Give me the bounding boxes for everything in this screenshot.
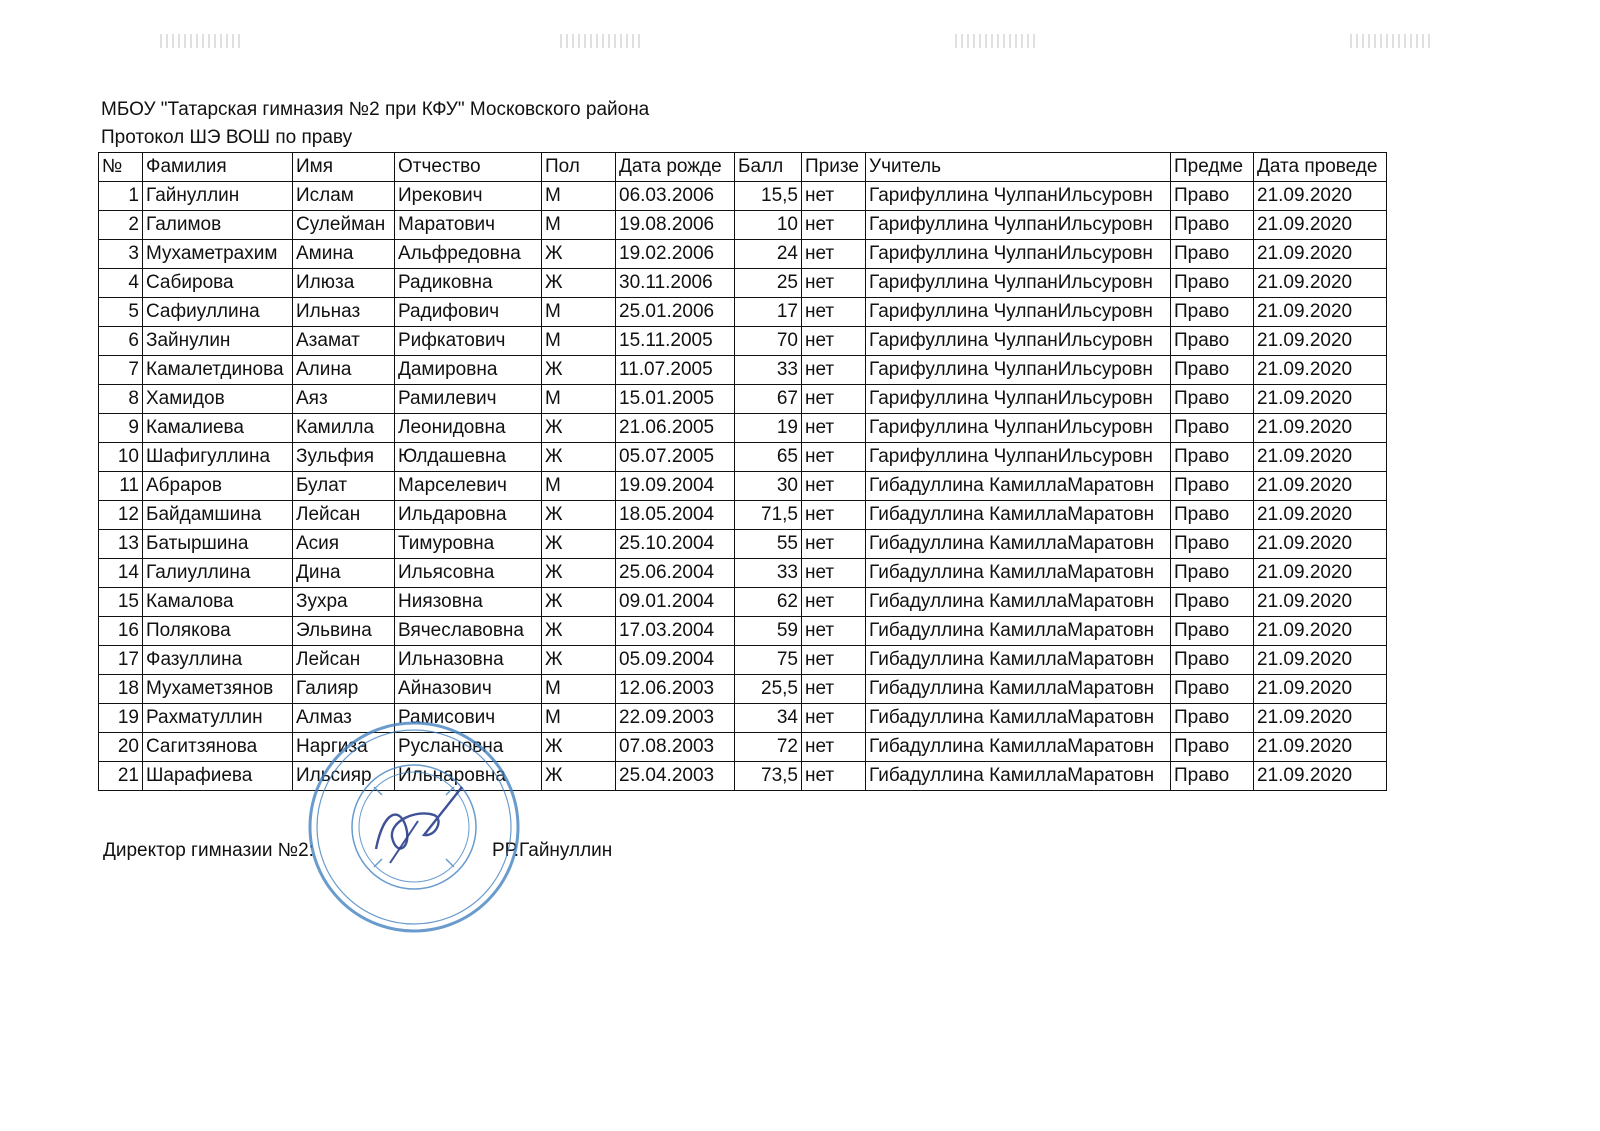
table-header-row xyxy=(99,153,1387,182)
table-cell: Право xyxy=(1171,240,1254,269)
table-cell: Гарифуллина ЧулпанИльсуровн xyxy=(866,356,1171,385)
table-row xyxy=(99,675,1387,704)
table-cell: Право xyxy=(1171,704,1254,733)
table-cell: 65 xyxy=(735,443,802,472)
table-cell: Гарифуллина ЧулпанИльсуровн xyxy=(866,443,1171,472)
table-cell: Гибадуллина КамиллаМаратовн xyxy=(866,588,1171,617)
table-cell: Рахматуллин xyxy=(143,704,293,733)
protocol-title: Протокол ШЭ ВОШ по праву xyxy=(101,127,353,148)
table-cell: М xyxy=(542,385,616,414)
table-cell: Камалова xyxy=(143,588,293,617)
table-cell: Лейсан xyxy=(293,646,395,675)
table-cell: 55 xyxy=(735,530,802,559)
table-cell: 15.11.2005 xyxy=(616,327,735,356)
table-cell: Шафигуллина xyxy=(143,443,293,472)
table-cell: 21.09.2020 xyxy=(1254,443,1387,472)
column-header: Предме xyxy=(1171,153,1254,182)
table-cell: Право xyxy=(1171,269,1254,298)
table-cell: Камалиева xyxy=(143,414,293,443)
table-cell: Гарифуллина ЧулпанИльсуровн xyxy=(866,385,1171,414)
table-row xyxy=(99,211,1387,240)
table-cell: Ж xyxy=(542,356,616,385)
table-cell: Право xyxy=(1171,762,1254,791)
table-cell: Гибадуллина КамиллаМаратовн xyxy=(866,704,1171,733)
table-cell: Право xyxy=(1171,298,1254,327)
table-cell: Гарифуллина ЧулпанИльсуровн xyxy=(866,240,1171,269)
table-cell: Шарафиева xyxy=(143,762,293,791)
table-cell: 3 xyxy=(99,240,143,269)
table-cell: Альфредовна xyxy=(395,240,542,269)
table-cell: 59 xyxy=(735,617,802,646)
table-cell: Гибадуллина КамиллаМаратовн xyxy=(866,501,1171,530)
table-cell: Гарифуллина ЧулпанИльсуровн xyxy=(866,182,1171,211)
table-cell: Камилла xyxy=(293,414,395,443)
table-cell: нет xyxy=(802,733,866,762)
table-cell: 2 xyxy=(99,211,143,240)
table-cell: Ильнаровна xyxy=(395,762,542,791)
table-cell: 73,5 xyxy=(735,762,802,791)
table-cell: Фазуллина xyxy=(143,646,293,675)
table-cell: Алмаз xyxy=(293,704,395,733)
table-cell: Булат xyxy=(293,472,395,501)
table-cell: Леонидовна xyxy=(395,414,542,443)
table-cell: 21.09.2020 xyxy=(1254,472,1387,501)
table-cell: Гарифуллина ЧулпанИльсуровн xyxy=(866,298,1171,327)
column-header: Призе xyxy=(802,153,866,182)
table-cell: Азамат xyxy=(293,327,395,356)
table-cell: нет xyxy=(802,617,866,646)
table-cell: Дамировна xyxy=(395,356,542,385)
table-cell: Ж xyxy=(542,240,616,269)
table-cell: Аяз xyxy=(293,385,395,414)
table-cell: 21.09.2020 xyxy=(1254,588,1387,617)
table-cell: Асия xyxy=(293,530,395,559)
table-cell: нет xyxy=(802,762,866,791)
table-cell: 24 xyxy=(735,240,802,269)
table-cell: 67 xyxy=(735,385,802,414)
table-cell: Сабирова xyxy=(143,269,293,298)
table-cell: Гарифуллина ЧулпанИльсуровн xyxy=(866,269,1171,298)
organization-name: МБОУ "Татарская гимназия №2 при КФУ" Московского района xyxy=(101,99,650,120)
table-cell: Ильназовна xyxy=(395,646,542,675)
table-cell: 21 xyxy=(99,762,143,791)
table-cell: Айназович xyxy=(395,675,542,704)
table-cell: нет xyxy=(802,240,866,269)
table-cell: 12 xyxy=(99,501,143,530)
table-cell: 19 xyxy=(735,414,802,443)
table-cell: Вячеславовна xyxy=(395,617,542,646)
official-stamp xyxy=(304,717,524,937)
table-cell: нет xyxy=(802,472,866,501)
table-cell: нет xyxy=(802,298,866,327)
table-cell: 11.07.2005 xyxy=(616,356,735,385)
table-cell: Право xyxy=(1171,327,1254,356)
table-cell: 15,5 xyxy=(735,182,802,211)
table-cell: нет xyxy=(802,704,866,733)
table-cell: Право xyxy=(1171,501,1254,530)
table-cell: Галимов xyxy=(143,211,293,240)
table-cell: Ильназ xyxy=(293,298,395,327)
table-cell: Ж xyxy=(542,646,616,675)
table-cell: Мухаметзянов xyxy=(143,675,293,704)
table-cell: 21.09.2020 xyxy=(1254,704,1387,733)
table-cell: Право xyxy=(1171,530,1254,559)
table-row xyxy=(99,733,1387,762)
table-cell: 9 xyxy=(99,414,143,443)
table-row xyxy=(99,588,1387,617)
table-cell: Право xyxy=(1171,559,1254,588)
table-cell: М xyxy=(542,327,616,356)
table-cell: 19.09.2004 xyxy=(616,472,735,501)
table-row xyxy=(99,501,1387,530)
table-cell: Право xyxy=(1171,211,1254,240)
table-row xyxy=(99,240,1387,269)
table-cell: Ж xyxy=(542,617,616,646)
table-cell: Ж xyxy=(542,733,616,762)
table-cell: Эльвина xyxy=(293,617,395,646)
table-row xyxy=(99,530,1387,559)
column-header: Фамилия xyxy=(143,153,293,182)
table-cell: 17 xyxy=(735,298,802,327)
table-cell: 70 xyxy=(735,327,802,356)
table-cell: Радифович xyxy=(395,298,542,327)
table-cell: 21.09.2020 xyxy=(1254,501,1387,530)
table-cell: 8 xyxy=(99,385,143,414)
table-cell: Зухра xyxy=(293,588,395,617)
table-cell: М xyxy=(542,298,616,327)
table-cell: Ислам xyxy=(293,182,395,211)
table-cell: Алина xyxy=(293,356,395,385)
table-cell: Ж xyxy=(542,443,616,472)
table-cell: Байдамшина xyxy=(143,501,293,530)
table-cell: Зульфия xyxy=(293,443,395,472)
table-cell: 33 xyxy=(735,559,802,588)
column-header: Учитель xyxy=(866,153,1171,182)
table-row xyxy=(99,472,1387,501)
table-cell: Право xyxy=(1171,385,1254,414)
table-cell: Гибадуллина КамиллаМаратовн xyxy=(866,675,1171,704)
column-header: Имя xyxy=(293,153,395,182)
table-cell: Галияр xyxy=(293,675,395,704)
table-cell: Илюза xyxy=(293,269,395,298)
table-cell: 25.04.2003 xyxy=(616,762,735,791)
table-cell: 62 xyxy=(735,588,802,617)
table-cell: 11 xyxy=(99,472,143,501)
table-body xyxy=(99,182,1387,791)
table-row xyxy=(99,385,1387,414)
table-cell: Лейсан xyxy=(293,501,395,530)
table-cell: Ильсияр xyxy=(293,762,395,791)
table-cell: Ж xyxy=(542,588,616,617)
column-header: Пол xyxy=(542,153,616,182)
table-cell: 21.09.2020 xyxy=(1254,269,1387,298)
table-row xyxy=(99,269,1387,298)
table-cell: Дина xyxy=(293,559,395,588)
table-cell: 18.05.2004 xyxy=(616,501,735,530)
table-cell: Гибадуллина КамиллаМаратовн xyxy=(866,733,1171,762)
table-cell: Галиуллина xyxy=(143,559,293,588)
table-cell: Ж xyxy=(542,559,616,588)
table-cell: Полякова xyxy=(143,617,293,646)
table-row xyxy=(99,762,1387,791)
table-cell: 09.01.2004 xyxy=(616,588,735,617)
table-cell: 21.09.2020 xyxy=(1254,646,1387,675)
table-cell: 05.07.2005 xyxy=(616,443,735,472)
table-cell: нет xyxy=(802,414,866,443)
table-cell: Тимуровна xyxy=(395,530,542,559)
table-cell: Гарифуллина ЧулпанИльсуровн xyxy=(866,211,1171,240)
protocol-table xyxy=(98,152,1387,791)
table-cell: 20 xyxy=(99,733,143,762)
table-cell: 25.10.2004 xyxy=(616,530,735,559)
table-cell: Батыршина xyxy=(143,530,293,559)
table-cell: 21.09.2020 xyxy=(1254,211,1387,240)
table-row xyxy=(99,356,1387,385)
table-cell: 25.01.2006 xyxy=(616,298,735,327)
table-cell: М xyxy=(542,675,616,704)
table-cell: Ильдаровна xyxy=(395,501,542,530)
table-cell: Гарифуллина ЧулпанИльсуровн xyxy=(866,327,1171,356)
table-cell: нет xyxy=(802,385,866,414)
table-cell: 1 xyxy=(99,182,143,211)
table-cell: 33 xyxy=(735,356,802,385)
table-cell: Право xyxy=(1171,646,1254,675)
table-row xyxy=(99,443,1387,472)
table-cell: Ирекович xyxy=(395,182,542,211)
table-cell: 4 xyxy=(99,269,143,298)
table-cell: М xyxy=(542,704,616,733)
table-cell: М xyxy=(542,211,616,240)
table-cell: нет xyxy=(802,211,866,240)
table-cell: Мухаметрахим xyxy=(143,240,293,269)
table-cell: 21.09.2020 xyxy=(1254,762,1387,791)
table-cell: Абраров xyxy=(143,472,293,501)
table-cell: 21.09.2020 xyxy=(1254,356,1387,385)
table-cell: Ильясовна xyxy=(395,559,542,588)
table-cell: Право xyxy=(1171,472,1254,501)
table-cell: 16 xyxy=(99,617,143,646)
table-cell: 30 xyxy=(735,472,802,501)
table-cell: 14 xyxy=(99,559,143,588)
document-header xyxy=(101,96,649,152)
table-cell: Право xyxy=(1171,617,1254,646)
table-row xyxy=(99,646,1387,675)
table-row xyxy=(99,617,1387,646)
table-row xyxy=(99,559,1387,588)
table-cell: 21.09.2020 xyxy=(1254,182,1387,211)
table-cell: 21.09.2020 xyxy=(1254,530,1387,559)
table-row xyxy=(99,298,1387,327)
table-cell: Ж xyxy=(542,414,616,443)
table-cell: нет xyxy=(802,327,866,356)
table-cell: 12.06.2003 xyxy=(616,675,735,704)
signature-block xyxy=(103,840,613,862)
table-cell: Ж xyxy=(542,762,616,791)
table-cell: 06.03.2006 xyxy=(616,182,735,211)
table-cell: Гайнуллин xyxy=(143,182,293,211)
table-cell: Сулейман xyxy=(293,211,395,240)
column-header: Отчество xyxy=(395,153,542,182)
column-header: Дата проведе xyxy=(1254,153,1387,182)
table-cell: 25 xyxy=(735,269,802,298)
table-cell: Марселевич xyxy=(395,472,542,501)
table-row xyxy=(99,414,1387,443)
table-cell: Право xyxy=(1171,733,1254,762)
table-cell: нет xyxy=(802,559,866,588)
table-cell: Радиковна xyxy=(395,269,542,298)
table-cell: 25.06.2004 xyxy=(616,559,735,588)
table-cell: 25,5 xyxy=(735,675,802,704)
table-row xyxy=(99,182,1387,211)
table-cell: 13 xyxy=(99,530,143,559)
table-cell: Хамидов xyxy=(143,385,293,414)
table-cell: нет xyxy=(802,646,866,675)
table-cell: 19 xyxy=(99,704,143,733)
table-cell: Гибадуллина КамиллаМаратовн xyxy=(866,646,1171,675)
table-cell: 34 xyxy=(735,704,802,733)
table-cell: Право xyxy=(1171,356,1254,385)
table-cell: 10 xyxy=(99,443,143,472)
table-cell: Рамилевич xyxy=(395,385,542,414)
scan-artifacts xyxy=(0,24,1600,54)
table-cell: Зайнулин xyxy=(143,327,293,356)
table-cell: 19.02.2006 xyxy=(616,240,735,269)
table-cell: 72 xyxy=(735,733,802,762)
table-cell: Ж xyxy=(542,501,616,530)
table-cell: Ниязовна xyxy=(395,588,542,617)
table-cell: 10 xyxy=(735,211,802,240)
table-cell: Рамисович xyxy=(395,704,542,733)
table-cell: нет xyxy=(802,530,866,559)
table-cell: 21.09.2020 xyxy=(1254,327,1387,356)
table-cell: Право xyxy=(1171,182,1254,211)
table-row xyxy=(99,327,1387,356)
table-cell: М xyxy=(542,182,616,211)
table-cell: нет xyxy=(802,443,866,472)
table-cell: нет xyxy=(802,675,866,704)
column-header: Дата рожде xyxy=(616,153,735,182)
director-name: РР.Гайнуллин xyxy=(492,840,613,861)
table-cell: 5 xyxy=(99,298,143,327)
table-cell: нет xyxy=(802,269,866,298)
table-cell: Амина xyxy=(293,240,395,269)
table-cell: Право xyxy=(1171,443,1254,472)
table-cell: Гарифуллина ЧулпанИльсуровн xyxy=(866,414,1171,443)
table-cell: Гибадуллина КамиллаМаратовн xyxy=(866,617,1171,646)
table-cell: 7 xyxy=(99,356,143,385)
table-cell: 30.11.2006 xyxy=(616,269,735,298)
table-cell: 05.09.2004 xyxy=(616,646,735,675)
table-cell: Гибадуллина КамиллаМаратовн xyxy=(866,559,1171,588)
table-cell: 21.09.2020 xyxy=(1254,675,1387,704)
table-cell: Гибадуллина КамиллаМаратовн xyxy=(866,530,1171,559)
table-cell: 18 xyxy=(99,675,143,704)
table-cell: нет xyxy=(802,356,866,385)
table-cell: Гибадуллина КамиллаМаратовн xyxy=(866,762,1171,791)
table-cell: 75 xyxy=(735,646,802,675)
table-cell: Наргиза xyxy=(293,733,395,762)
table-cell: 6 xyxy=(99,327,143,356)
director-label: Директор гимназии №2: xyxy=(103,840,314,861)
column-header: № xyxy=(99,153,143,182)
table-cell: Руслановна xyxy=(395,733,542,762)
table-cell: Право xyxy=(1171,414,1254,443)
table-cell: Гибадуллина КамиллаМаратовн xyxy=(866,472,1171,501)
table-cell: 21.09.2020 xyxy=(1254,733,1387,762)
table-cell: нет xyxy=(802,588,866,617)
table-cell: Право xyxy=(1171,588,1254,617)
table-cell: 17.03.2004 xyxy=(616,617,735,646)
table-cell: Ж xyxy=(542,269,616,298)
table-cell: 17 xyxy=(99,646,143,675)
table-cell: 71,5 xyxy=(735,501,802,530)
table-cell: Юлдашевна xyxy=(395,443,542,472)
table-cell: 21.06.2005 xyxy=(616,414,735,443)
table-cell: 19.08.2006 xyxy=(616,211,735,240)
table-cell: Сафиуллина xyxy=(143,298,293,327)
table-row xyxy=(99,704,1387,733)
table-cell: 21.09.2020 xyxy=(1254,385,1387,414)
table-cell: нет xyxy=(802,182,866,211)
table-cell: 21.09.2020 xyxy=(1254,617,1387,646)
table-cell: 15.01.2005 xyxy=(616,385,735,414)
table-cell: Маратович xyxy=(395,211,542,240)
table-cell: 22.09.2003 xyxy=(616,704,735,733)
table-cell: 21.09.2020 xyxy=(1254,240,1387,269)
table-cell: М xyxy=(542,472,616,501)
column-header: Балл xyxy=(735,153,802,182)
table-cell: Камалетдинова xyxy=(143,356,293,385)
table-cell: Рифкатович xyxy=(395,327,542,356)
table-cell: нет xyxy=(802,501,866,530)
table-cell: Ж xyxy=(542,530,616,559)
table-cell: 15 xyxy=(99,588,143,617)
table-cell: 07.08.2003 xyxy=(616,733,735,762)
table-cell: 21.09.2020 xyxy=(1254,414,1387,443)
table-cell: 21.09.2020 xyxy=(1254,298,1387,327)
table-cell: Право xyxy=(1171,675,1254,704)
table-cell: Сагитзянова xyxy=(143,733,293,762)
table-cell: 21.09.2020 xyxy=(1254,559,1387,588)
